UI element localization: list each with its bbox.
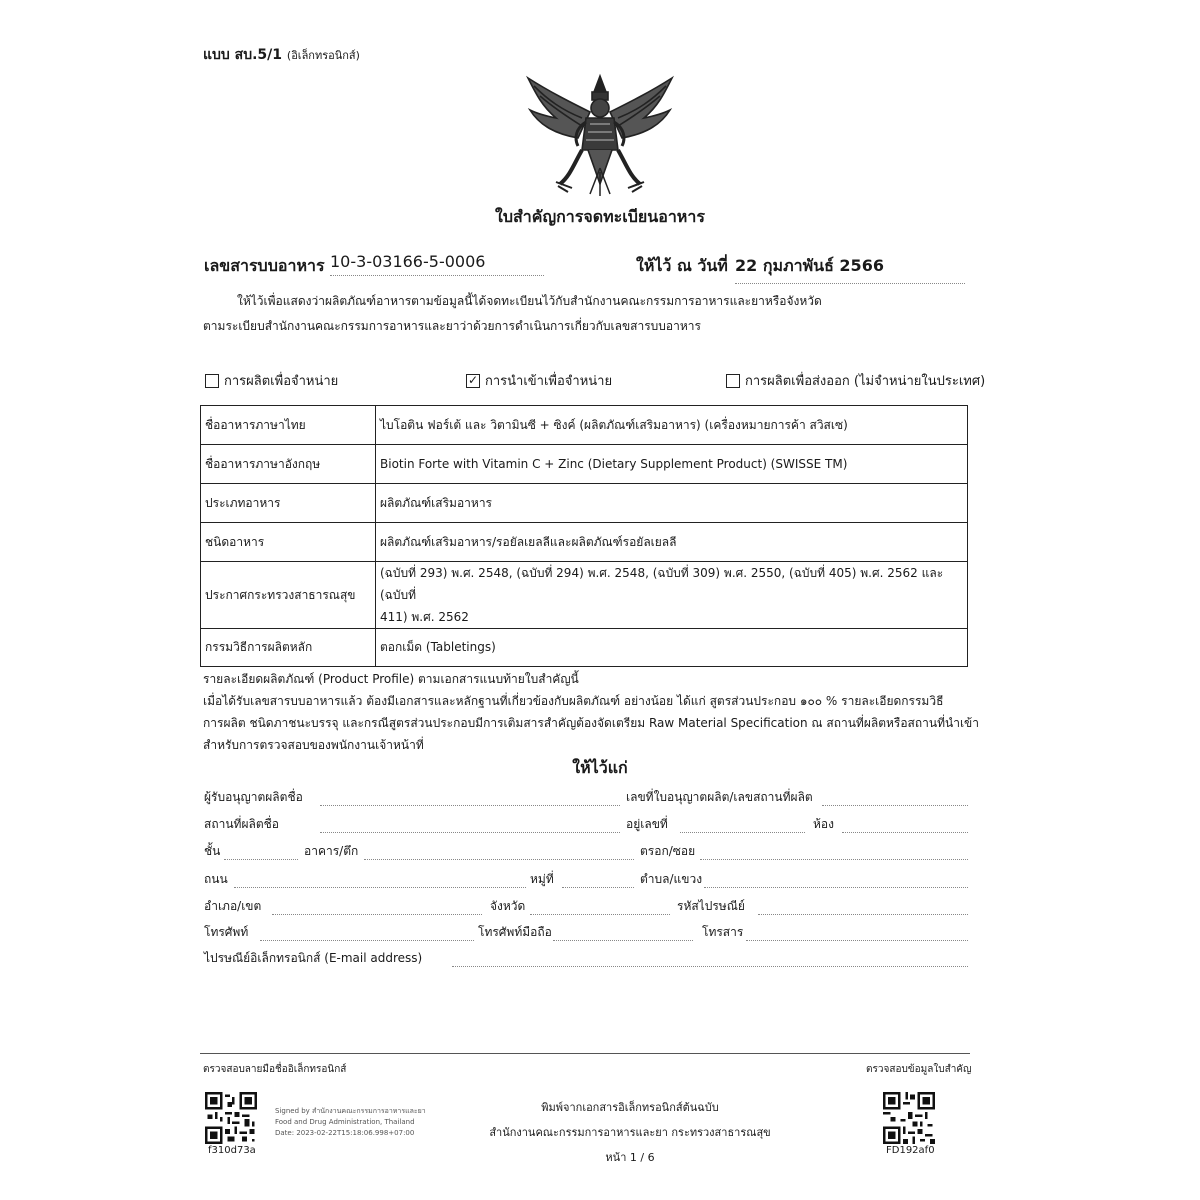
building-field (364, 859, 634, 860)
option-label: การนำเข้าเพื่อจำหน่าย (485, 374, 613, 389)
table-value: Biotin Forte with Vitamin C + Zinc (Dietary Supplement Product) (SWISSE TM) (376, 445, 968, 484)
registration-number-value: 10-3-03166-5-0006 (330, 252, 544, 276)
option-import-for-sale (466, 370, 612, 391)
registration-number-label: เลขสารบบอาหาร (204, 256, 325, 275)
issuing-office: สำนักงานคณะกรรมการอาหารและยา กระทรวงสาธารณสุข (489, 1126, 771, 1139)
option-label: การผลิตเพื่อจำหน่าย (224, 374, 339, 389)
province-field (530, 914, 670, 915)
page-number: หน้า 1 / 6 (605, 1151, 655, 1164)
phone-label: โทรศัพท์ (204, 925, 249, 939)
table-key: ชนิดอาหาร (201, 523, 376, 562)
form-code-main: แบบ สบ.5/1 (203, 47, 283, 63)
fax-field (746, 940, 968, 941)
table-key: ประเภทอาหาร (201, 484, 376, 523)
table-row (201, 629, 968, 667)
printed-from-original: พิมพ์จากเอกสารอิเล็กทรอนิกส์ต้นฉบับ (541, 1101, 719, 1114)
verify-signature-label: ตรวจสอบลายมือชื่ออิเล็กทรอนิกส์ (203, 1064, 347, 1075)
address-number-label: อยู่เลขที่ (626, 817, 668, 831)
email-field (452, 966, 968, 967)
phone-field (260, 940, 474, 941)
subdistrict-field (704, 887, 968, 888)
floor-label: ชั้น (204, 844, 221, 858)
moo-label: หมู่ที่ (530, 872, 554, 886)
checkbox-icon (205, 374, 219, 388)
signature-info (275, 1106, 455, 1139)
grantee-title: ให้ไว้แก่ (572, 758, 628, 777)
option-manufacture-for-export (726, 370, 985, 391)
table-row (201, 523, 968, 562)
signed-by: Signed by สำนักงานคณะกรรมการอาหารและยา (275, 1107, 426, 1115)
form-code (203, 44, 360, 66)
garuda-emblem-icon (520, 72, 680, 197)
address-number-field (680, 832, 805, 833)
moo-field (562, 887, 634, 888)
table-key: ประกาศกระทรวงสาธารณสุข (201, 562, 376, 629)
issue-date-label: ให้ไว้ ณ วันที่ (636, 256, 728, 275)
table-row (201, 484, 968, 523)
district-label: อำเภอ/เขต (204, 899, 262, 913)
checkbox-checked-icon: ✓ (467, 372, 479, 387)
room-label: ห้อง (813, 817, 834, 831)
table-value-continued: 411) พ.ศ. 2562 (380, 610, 469, 624)
note-line: สำหรับการตรวจสอบของพนักงานเจ้าหน้าที่ (203, 738, 424, 752)
form-code-sub: (อิเล็กทรอนิกส์) (286, 49, 360, 62)
issue-date-value: 22 กุมภาพันธ์ 2566 (735, 254, 965, 284)
notes-block (203, 668, 979, 756)
table-value-multiline (376, 562, 968, 629)
table-value: (ฉบับที่ 293) พ.ศ. 2548, (ฉบับที่ 294) พ.ศ. 2548, (ฉบับที่ 309) พ.ศ. 2550, (ฉบับที่ 405) พ.ศ. 2562 และ (ฉบับที่ (380, 566, 944, 602)
table-value: ผลิตภัณฑ์เสริมอาหาร/รอยัลเยลลีและผลิตภัณฑ์รอยัลเยลลี (376, 523, 968, 562)
table-row (201, 445, 968, 484)
building-label: อาคาร/ตึก (304, 844, 359, 858)
document-title: ใบสำคัญการจดทะเบียนอาหาร (495, 207, 705, 226)
table-row (201, 562, 968, 629)
licensee-name-field (320, 805, 620, 806)
room-field (842, 832, 968, 833)
alley-field (700, 859, 968, 860)
signature-qr-code-icon[interactable] (205, 1092, 257, 1144)
option-manufacture-for-sale (205, 370, 338, 391)
license-number-label: เลขที่ใบอนุญาตผลิต/เลขสถานที่ผลิต (626, 790, 813, 804)
province-label: จังหวัด (490, 899, 526, 913)
table-key: ชื่ออาหารภาษาไทย (201, 406, 376, 445)
footer-divider (200, 1053, 970, 1054)
place-name-field (320, 832, 620, 833)
intro-line-2: ตามระเบียบสำนักงานคณะกรรมการอาหารและยาว่าด้วยการดำเนินการเกี่ยวกับเลขสารบบอาหาร (203, 319, 701, 333)
postcode-label: รหัสไปรษณีย์ (677, 899, 745, 913)
table-key: ชื่ออาหารภาษาอังกฤษ (201, 445, 376, 484)
mobile-field (553, 940, 693, 941)
road-label: ถนน (204, 872, 228, 886)
certificate-qr-code-icon[interactable] (883, 1092, 935, 1144)
table-row (201, 406, 968, 445)
signed-organization: Food and Drug Administration, Thailand (275, 1118, 415, 1126)
postcode-field (758, 914, 968, 915)
intro-line-1: ให้ไว้เพื่อแสดงว่าผลิตภัณฑ์อาหารตามข้อมูลนี้ได้จดทะเบียนไว้กับสำนักงานคณะกรรมการอาหารและยาหรือจังหวัด (237, 294, 822, 308)
mobile-label: โทรศัพท์มือถือ (478, 925, 552, 939)
road-field (234, 887, 526, 888)
note-line: การผลิต ชนิดภาชนะบรรจุ และกรณีสูตรส่วนประกอบมีการเติมสารสำคัญต้องจัดเตรียม Raw Material Specification ณ สถานที่ผลิตหรือสถานที่นำเข้า (203, 716, 979, 730)
subdistrict-label: ตำบล/แขวง (640, 872, 703, 886)
option-label: การผลิตเพื่อส่งออก (ไม่จำหน่ายในประเทศ) (745, 374, 986, 389)
verify-data-label: ตรวจสอบข้อมูลใบสำคัญ (866, 1064, 972, 1075)
licensee-name-label: ผู้รับอนุญาตผลิตชื่อ (204, 790, 303, 804)
checkbox-icon (726, 374, 740, 388)
note-line: เมื่อได้รับเลขสารบบอาหารแล้ว ต้องมีเอกสารและหลักฐานที่เกี่ยวข้องกับผลิตภัณฑ์ อย่างน้อย ได้แก่ สูตรส่วนประกอบ ๑๐๐ % รายละเอียดกรรมวิธี (203, 694, 944, 708)
place-name-label: สถานที่ผลิตชื่อ (204, 817, 279, 831)
table-value: ตอกเม็ด (Tabletings) (376, 629, 968, 667)
floor-field (224, 859, 298, 860)
table-value: ไบโอติน ฟอร์เต้ และ วิตามินซี + ซิงค์ (ผลิตภัณฑ์เสริมอาหาร) (เครื่องหมายการค้า สวิสเซ) (376, 406, 968, 445)
note-line: รายละเอียดผลิตภัณฑ์ (Product Profile) ตามเอกสารแนบท้ายใบสำคัญนี้ (203, 672, 579, 686)
certificate-code: FD192af0 (886, 1145, 935, 1156)
signed-date: Date: 2023-02-22T15:18:06.998+07:00 (275, 1129, 415, 1137)
table-key: กรรมวิธีการผลิตหลัก (201, 629, 376, 667)
table-value: ผลิตภัณฑ์เสริมอาหาร (376, 484, 968, 523)
signature-code: f310d73a (208, 1145, 256, 1156)
district-field (272, 914, 482, 915)
email-label: ไปรษณีย์อิเล็กทรอนิกส์ (E-mail address) (204, 951, 423, 965)
alley-label: ตรอก/ซอย (640, 844, 696, 858)
license-number-field (822, 805, 968, 806)
fax-label: โทรสาร (702, 925, 744, 939)
product-info-table (200, 405, 968, 667)
